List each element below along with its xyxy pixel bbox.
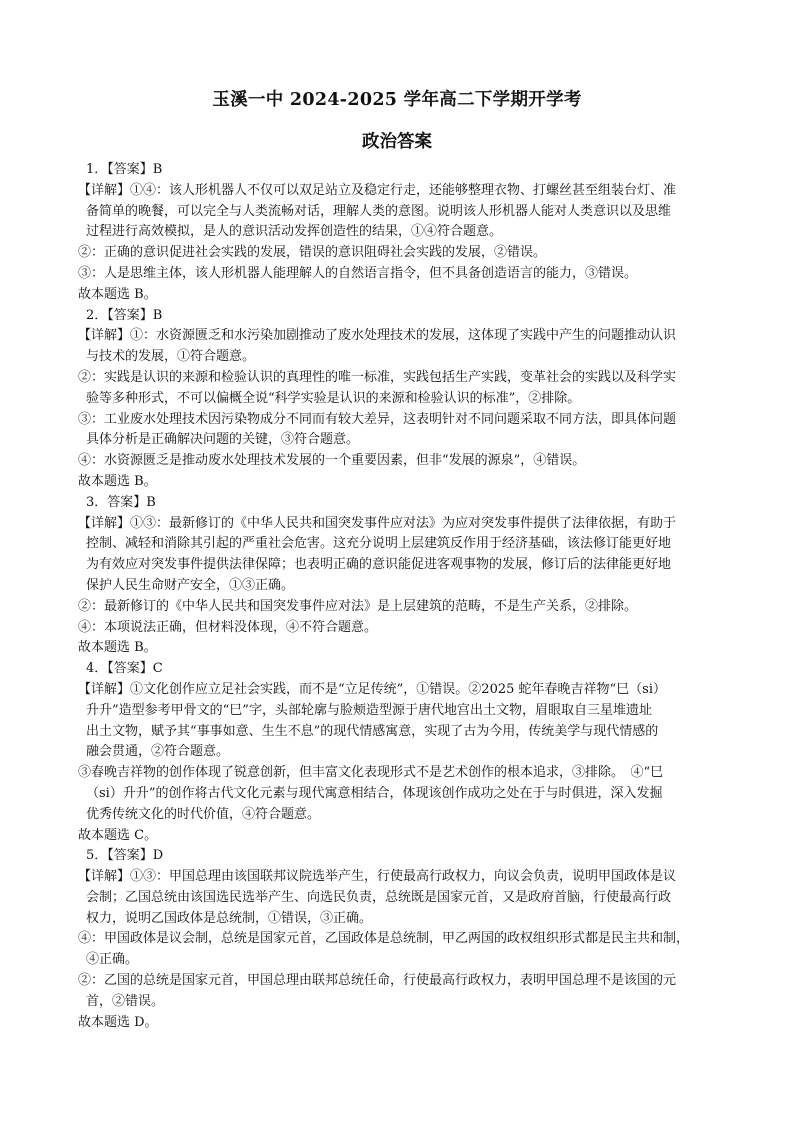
answer-text-line: ④：甲国政体是议会制，总统是国家元首，乙国政体是总统制，甲乙两国的政权组织形式都是民主共和制， — [78, 931, 690, 947]
answer-text-line: 首，②错误。 — [86, 993, 165, 1009]
answer-heading: 1．【答案】B — [86, 162, 163, 177]
answer-text-line: 权力，说明乙国政体是总统制，①错误，③正确。 — [86, 910, 373, 926]
answer-text-line: 与技术的发展，①符合题意。 — [86, 349, 256, 365]
answer-text-line: 【详解】①③：最新修订的《中华人民共和国突发事件应对法》为应对突发事件提供了法律依据，有助于 — [78, 515, 677, 531]
answer-text-line: ②：正确的意识促进社会实践的发展，错误的意识阻碍社会实践的发展，②错误。 — [78, 245, 547, 261]
answer-body — [78, 160, 718, 1033]
answer-text-line: 升升”造型参考甲骨文的“巳”字，头部轮廓与脸颊造型源于唐代地宫出土文物，眉眼取自三星堆遗址 — [86, 702, 652, 718]
answer-text-line: 【详解】①④：该人形机器人不仅可以双足站立及稳定行走，还能够整理衣物、打螺丝甚至组装台灯、准 — [78, 182, 677, 198]
answer-text-line: 故本题选 B。 — [78, 473, 157, 489]
answer-heading: 2．【答案】B — [86, 307, 163, 323]
answer-text-line: 具体分析是正确解决问题的关键，③符合题意。 — [86, 432, 360, 448]
answer-text-line: ④：本项说法正确，但材料没体现，④不符合题意。 — [78, 619, 378, 635]
answer-text-line: ④正确。 — [86, 952, 139, 968]
answer-text-line: 故本题选 B。 — [78, 640, 157, 656]
answer-text-line: ③：工业废水处理技术因污染物成分不同而有较大差异，这表明针对不同问题采取不同方法，即具体问题 — [78, 411, 677, 427]
answer-text-line: 【详解】①③：甲国总理由该国联邦议院选举产生，行使最高行政权力，向议会负责，说明甲国政体是议 — [78, 869, 677, 885]
answer-text-line: ③春晚吉祥物的创作体现了锐意创新，但丰富文化表现形式不是艺术创作的根本追求，③排除。 ④“巳 — [78, 765, 664, 781]
answer-text-line: 故本题选 D。 — [78, 1014, 158, 1030]
answer-text-line: 出土文物，赋予其“事事如意、生生不息”的现代情感寓意，实现了古为今用，传统美学与现代情感的 — [86, 723, 659, 739]
answer-text-line: 验等多种形式，不可以偏概全说“科学实验是认识的来源和检验认识的标准”，②排除。 — [86, 390, 581, 406]
answer-text-line: ②：实践是认识的来源和检验认识的真理性的唯一标准，实践包括生产实践，变革社会的实践以及科学实 — [78, 369, 677, 385]
answer-text-line: 备简单的晚餐，可以完全与人类流畅对话，理解人类的意图。说明该人形机器人能对人类意识以及思维 — [86, 203, 672, 219]
answer-text-line: ②：乙国的总统是国家元首，甲国总理由联邦总统任命，行使最高行政权力，表明甲国总理不是该国的元 — [78, 973, 677, 989]
answer-text-line: 故本题选 C。 — [78, 827, 158, 843]
answer-heading: 4．【答案】C — [86, 661, 163, 677]
answer-text-line: 融会贯通，②符合题意。 — [86, 744, 230, 760]
answer-text-line: 会制；乙国总统由该国选民选举产生、向选民负责，总统既是国家元首，又是政府首脑，行使最高行政 — [86, 889, 672, 905]
answer-text-line: （si）升升”的创作将古代文化元素与现代寓意相结合，体现该创作成功之处在于与时俱进，深入发掘 — [86, 785, 663, 801]
document-title: 玉溪一中 2024-2025 学年高二下学期开学考 — [212, 90, 582, 110]
answer-text-line: 优秀传统文化的时代价值，④符合题意。 — [86, 806, 321, 822]
answer-text-line: 为有效应对突发事件提供法律保障；也表明正确的意识能促进客观事物的发展，修订后的法律能更好地 — [86, 557, 672, 573]
answer-text-line: ④：水资源匮乏是推动废水处理技术发展的一个重要因素，但非“发展的源泉”，④错误。 — [78, 453, 586, 469]
answer-text-line: ③：人是思维主体，该人形机器人能理解人的自然语言指令，但不具备创造语言的能力，③错误。 — [78, 265, 638, 281]
answer-text-line: 【详解】①：水资源匮乏和水污染加剧推动了废水处理技术的发展，这体现了实践中产生的问题推动认识 — [78, 328, 677, 344]
answer-heading: 5．【答案】D — [86, 848, 164, 864]
answer-heading: 3．答案】B — [86, 494, 156, 510]
answer-text-line: 故本题选 B。 — [78, 286, 157, 302]
answer-text-line: ②：最新修订的《中华人民共和国突发事件应对法》是上层建筑的范畴，不是生产关系，②排除。 — [78, 598, 638, 614]
answer-text-line: 保护人民生命财产安全，①③正确。 — [86, 577, 295, 593]
answer-text-line: 【详解】①文化创作应立足社会实践，而不是“立足传统”，①错误。②2025 蛇年春晚吉祥物“巳（si） — [78, 681, 666, 697]
document-subtitle: 政治答案 — [362, 132, 432, 152]
answer-text-line: 过程进行高效模拟，是人的意识活动发挥创造性的结果，①④符合题意。 — [86, 224, 503, 240]
answer-text-line: 控制、减轻和消除其引起的严重社会危害。这充分说明上层建筑反作用于经济基础，该法修订能更好地 — [86, 536, 672, 552]
